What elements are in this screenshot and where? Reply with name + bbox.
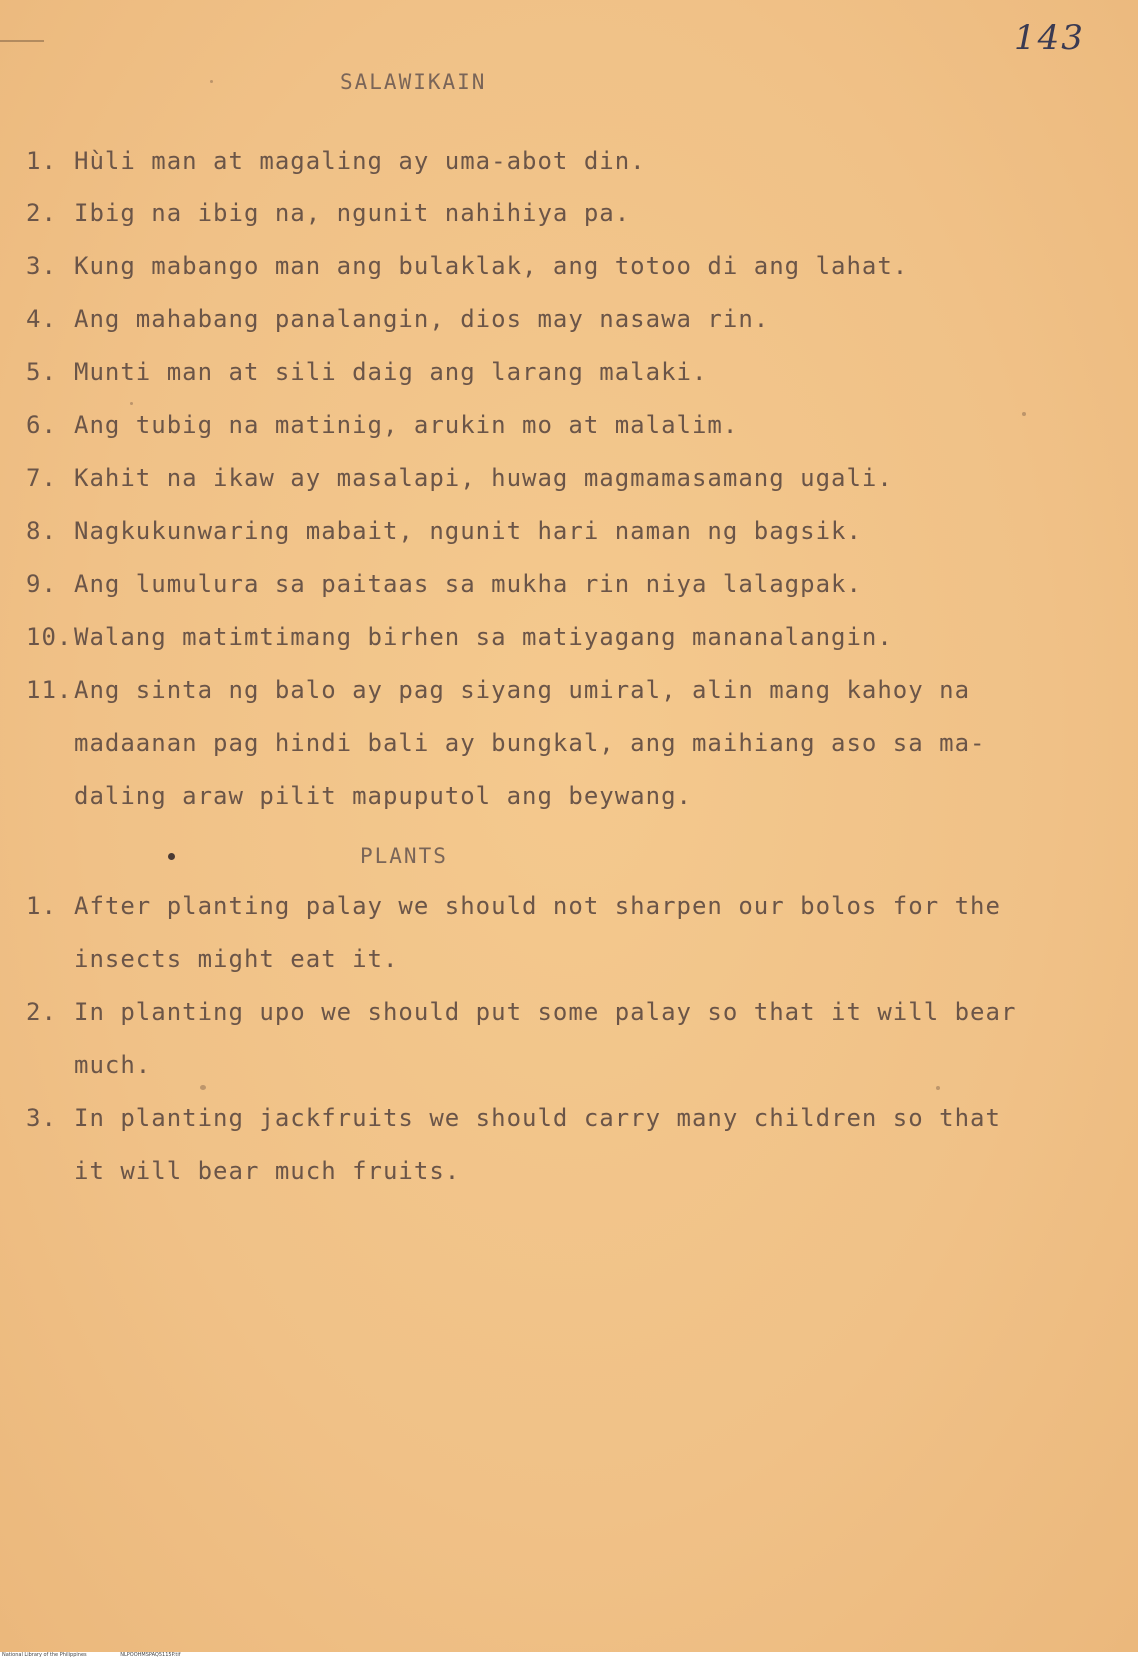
item-number: 1. [26,892,57,920]
item-text: Ibig na ibig na, ngunit nahihiya pa. [74,199,631,227]
item-number: 9. [26,570,57,598]
item-number: 6. [26,411,57,439]
plants-item-3-line-2: it will bear much fruits. [74,1157,461,1185]
item-number: 3. [26,1104,57,1132]
item-text: In planting upo we should put some palay so that it will bear [74,998,1017,1026]
footer-file-id: NLPOOHMSPAQ5115P.tif [120,1652,181,1658]
item-text: Walang matimtimang birhen sa matiyagang mananalangin. [74,623,893,651]
paper-speck [1022,412,1026,416]
item-text: In planting jackfruits we should carry many children so that [74,1104,1001,1132]
paper-speck [210,80,213,83]
salawikain-item-11-line-2: madaanan pag hindi bali ay bungkal, ang maihiang aso sa ma- [74,729,986,757]
item-number: 3. [26,252,57,280]
scan-footer [0,1652,1138,1658]
item-number: 5. [26,358,57,386]
item-text: After planting palay we should not sharpen our bolos for the [74,892,1001,920]
item-text: Ang mahabang panalangin, dios may nasawa rin. [74,305,770,333]
item-text: Munti man at sili daig ang larang malaki. [74,358,708,386]
page-number: 143 [1014,18,1085,58]
salawikain-title: SALAWIKAIN [340,70,487,94]
item-number: 11. [26,676,73,704]
item-number: 7. [26,464,57,492]
item-text: Kung mabango man ang bulaklak, ang totoo di ang lahat. [74,252,909,280]
paper-speck [936,1086,940,1090]
item-text: Nagkukunwaring mabait, ngunit hari naman ng bagsik. [74,517,862,545]
item-text: Ang lumulura sa paitaas sa mukha rin niya lalagpak. [74,570,862,598]
salawikain-item-11-line-3: daling araw pilit mapuputol ang beywang. [74,782,692,810]
item-text: Hùli man at magaling ay uma-abot din. [74,147,646,175]
plants-item-2-line-2: much. [74,1051,152,1079]
item-number: 4. [26,305,57,333]
ink-dot-mark [168,853,175,860]
item-number: 2. [26,199,57,227]
item-number: 1. [26,147,57,175]
paper-speck [130,402,133,405]
item-number: 10. [26,623,73,651]
item-number: 2. [26,998,57,1026]
item-text: Ang sinta ng balo ay pag siyang umiral, alin mang kahoy na [74,676,971,704]
plants-title: PLANTS [360,844,448,868]
item-text: Ang tubig na matinig, arukin mo at malalim. [74,411,739,439]
margin-mark [0,40,44,42]
item-number: 8. [26,517,57,545]
item-text: Kahit na ikaw ay masalapi, huwag magmamasamang ugali. [74,464,893,492]
footer-library: National Library of the Philippines [2,1652,87,1658]
paper-speck [200,1085,206,1090]
plants-item-1-line-2: insects might eat it. [74,945,399,973]
